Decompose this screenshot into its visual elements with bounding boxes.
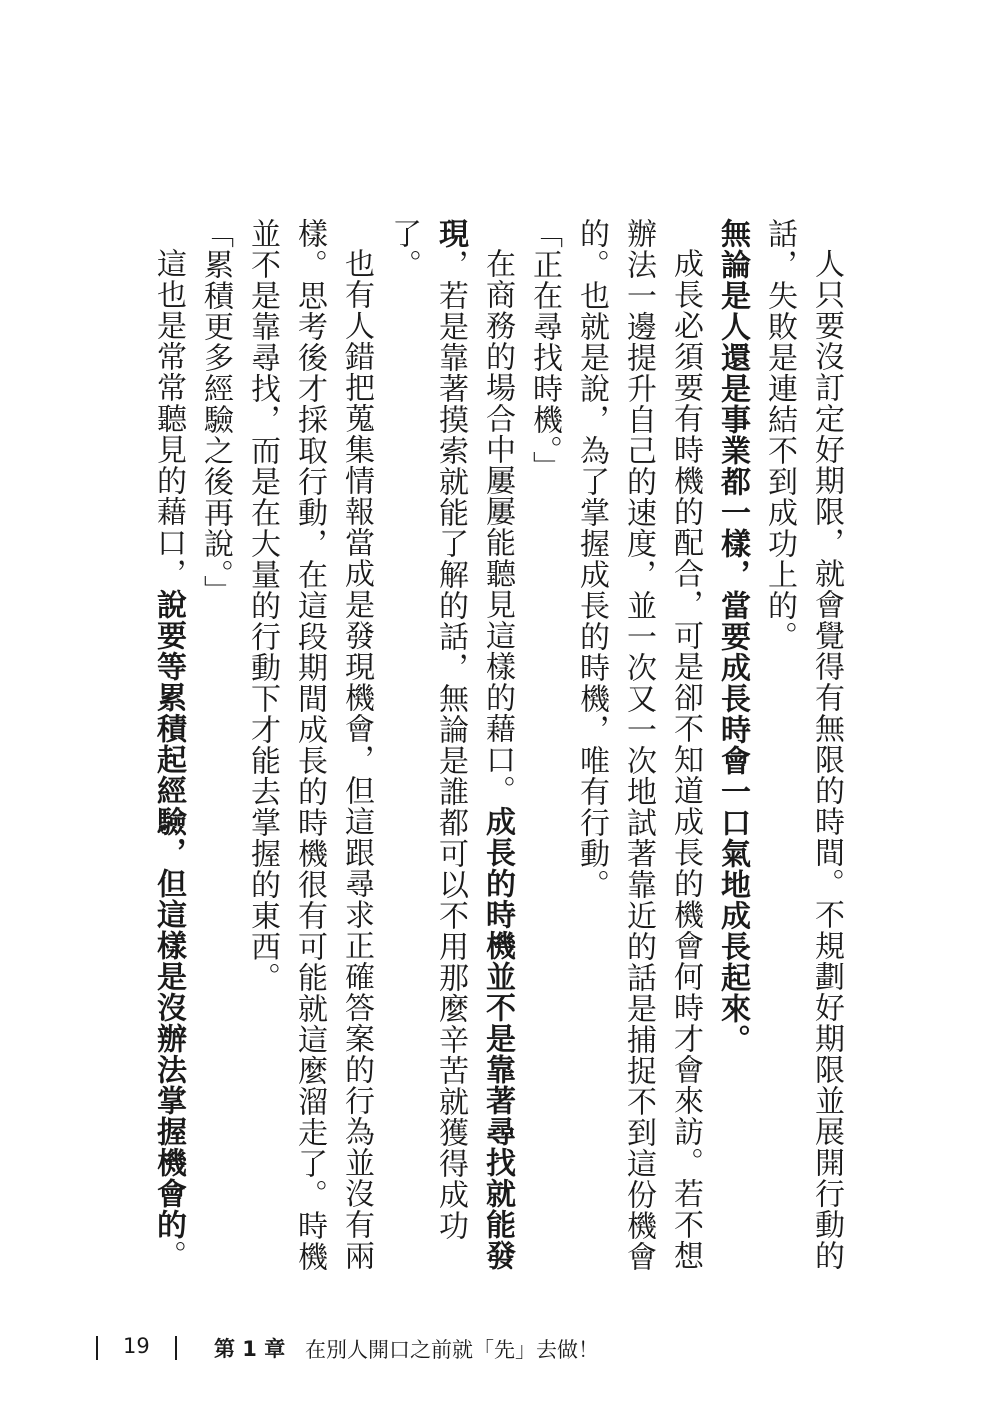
paragraph (380, 218, 521, 1278)
body-text: 人只要沒訂定好期限，就會覺得有無限的時間。不規劃好期限並展開行動的話，失敗是連結不到成功上的。 (762, 218, 844, 1271)
emphasized-text: 無論是人還是事業都一樣，當要成長時會一口氣地成長起來。 (715, 218, 750, 1055)
page-number: 19 (123, 1334, 150, 1358)
emphasized-text: 說要等累積起經驗，但這樣是沒辦法掌握機會的 (151, 589, 186, 1240)
footer-divider-left (96, 1336, 98, 1360)
emphasized-text: 成長的時機並不是靠著尋找就能發現 (433, 218, 515, 1271)
footer-divider-right (175, 1336, 177, 1360)
paragraph (709, 218, 756, 1278)
body-text: ，若是靠著摸索就能了解的話，無論是誰都可以不用那麼辛苦就獲得成功了。 (386, 218, 468, 1241)
body-text: 在商務的場合中屢屢能聽見這樣的藉口。 (480, 248, 515, 806)
body-text: 也有人錯把蒐集情報當成是發現機會，但這跟尋求正確答案的行為並沒有兩樣。思考後才採取行動，在這段期間成長的時機很有可能就這麼溜走了。時機並不是靠尋找，而是在大量的行動下才能去掌握的東西。 (245, 218, 374, 1272)
chapter-title: 在別人開口之前就「先」去做！ (305, 1338, 599, 1362)
body-text: 成長必須要有時機的配合，可是卻不知道成長的機會何時才會來訪。若不想辦法一邊提升自己的速度，並一次又一次地試著靠近的話是捕捉不到這份機會的。也就是說，為了掌握成長的時機，唯有行動。 (574, 218, 703, 1272)
paragraph (756, 218, 850, 1278)
paragraph (568, 218, 709, 1278)
chapter-label: 第 1 章 (214, 1337, 286, 1361)
body-text: 這也是常常聽見的藉口， (151, 248, 186, 589)
paragraph (192, 218, 239, 1278)
paragraph (145, 218, 192, 1278)
page-footer (0, 1330, 1000, 1370)
body-text: 「累積更多經驗之後再說。」 (198, 218, 233, 606)
body-text: 「正在尋找時機。」 (527, 218, 562, 482)
vertical-text-body (110, 218, 850, 1278)
body-text: 。 (151, 1240, 186, 1271)
paragraph (239, 218, 380, 1278)
paragraph (521, 218, 568, 1278)
